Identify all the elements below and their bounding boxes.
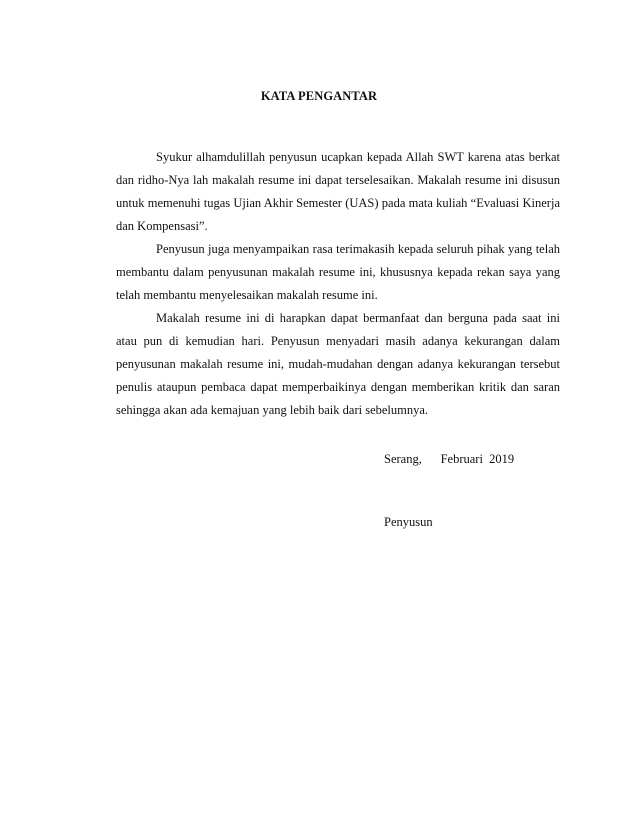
signer-name: Penyusun: [384, 515, 433, 529]
paragraph-3: Makalah resume ini di harapkan dapat bermanfaat dan berguna pada saat ini atau pun di kemudian hari. Penyusun menyadari masih adanya kekurangan dalam penyusunan makalah resume ini, mudah-mudahan dengan adanya kekurangan tersebut penulis ataupun pembaca dapat memperbaikinya dengan memberikan kritik dan saran sehingga akan ada kemajuan yang lebih baik dari sebelumnya.: [116, 311, 560, 417]
paragraph-2: Penyusun juga menyampaikan rasa terimakasih kepada seluruh pihak yang telah membantu dalam penyusunan makalah resume ini, khususnya kepada rekan saya yang telah membantu menyelesaikan makalah resume ini.: [116, 242, 560, 302]
paragraph-1: Syukur alhamdulillah penyusun ucapkan kepada Allah SWT karena atas berkat dan ridho-Nya lah makalah resume ini dapat terselesaikan. Makalah resume ini disusun untuk memenuhi tugas Ujian Akhir Semester (UAS) pada mata kuliah “Evaluasi Kinerja dan Kompensasi”.: [116, 150, 560, 233]
place-date: Serang, Februari 2019: [384, 452, 515, 466]
page-title: KATA PENGANTAR: [260, 89, 378, 103]
body-text: [116, 146, 560, 422]
